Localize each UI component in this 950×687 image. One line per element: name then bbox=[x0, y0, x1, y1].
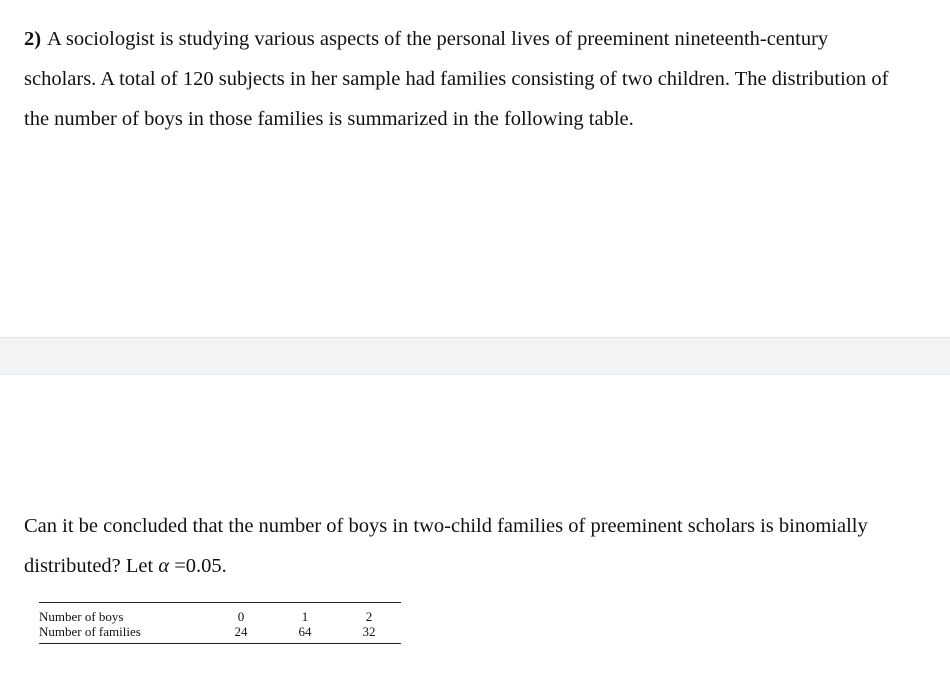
alpha-symbol: α bbox=[158, 555, 170, 577]
question-text-2: Can it be concluded that the number of boys in two-child families of preeminent scholars is binomially distributed? Let bbox=[24, 515, 868, 577]
question-text-1: A sociologist is studying various aspects of the personal lives of preeminent nineteenth-century scholars. A total of 120 subjects in her sample had families consisting of two children. The distribution of the number of boys in those families is summarized in the following table. bbox=[24, 28, 889, 130]
table-cell: 1 bbox=[301, 609, 309, 624]
section-divider bbox=[0, 337, 950, 375]
table-row-families bbox=[39, 624, 401, 639]
distribution-table bbox=[39, 602, 401, 644]
question-number: 2) bbox=[24, 28, 42, 50]
table-cell: 2 bbox=[365, 609, 373, 624]
table-cell: 64 bbox=[298, 624, 312, 639]
table-cell: 0 bbox=[237, 609, 245, 624]
table-cell: 24 bbox=[234, 624, 248, 639]
alpha-value: =0.05. bbox=[174, 555, 227, 577]
table-cell: 32 bbox=[362, 624, 376, 639]
table-row-boys bbox=[39, 609, 401, 624]
question-paragraph-2 bbox=[24, 506, 904, 586]
row-label-boys: Number of boys bbox=[39, 609, 124, 624]
row-label-families: Number of families bbox=[39, 624, 141, 639]
question-paragraph-1 bbox=[24, 19, 904, 139]
distribution-table-grid bbox=[39, 609, 401, 639]
